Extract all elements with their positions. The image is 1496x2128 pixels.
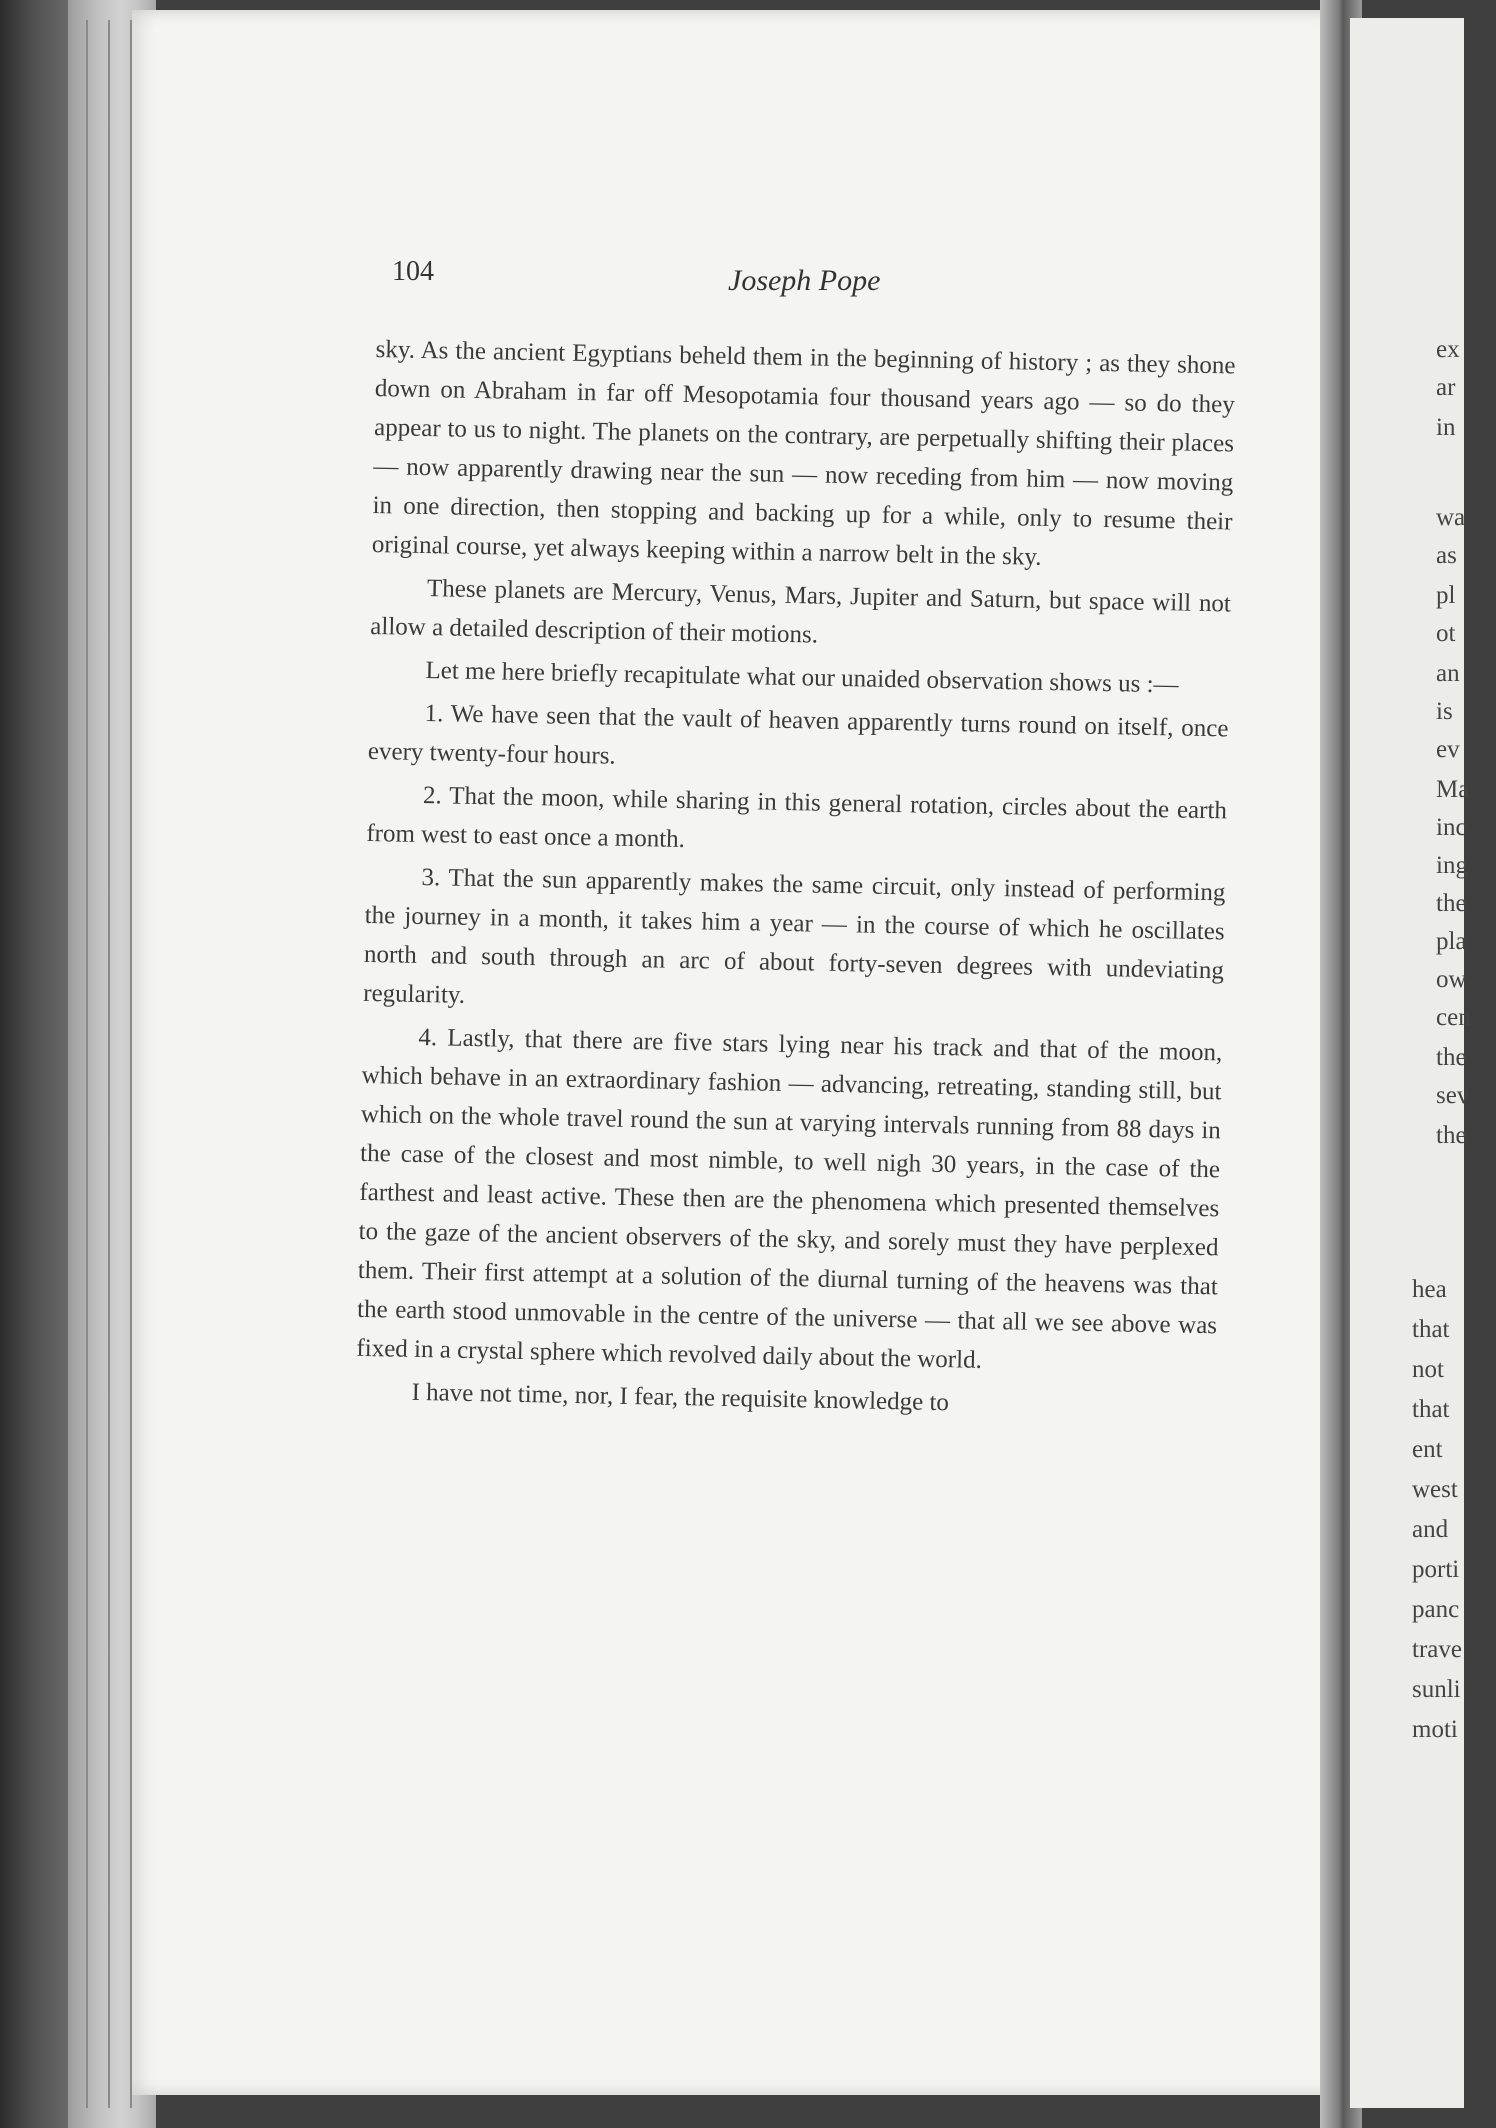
fragment: ex: [1436, 336, 1460, 363]
fragment: ing: [1436, 852, 1468, 879]
fragment: wa: [1436, 504, 1466, 531]
fragment: is: [1436, 698, 1453, 725]
fragment: ent: [1412, 1436, 1443, 1463]
fragment: west: [1412, 1476, 1458, 1503]
fragment: trave: [1412, 1636, 1462, 1663]
fragment: porti: [1412, 1556, 1460, 1583]
fragment: pl: [1436, 582, 1456, 609]
paragraph: Let me here briefly recapitulate what our unaided observation shows us :—: [425, 657, 1179, 699]
fragment: sunli: [1412, 1676, 1461, 1703]
running-title: Joseph Pope: [728, 264, 881, 297]
fragment: inc: [1436, 814, 1467, 841]
fragment: the: [1436, 1122, 1467, 1149]
fragment: pla: [1436, 928, 1467, 955]
body-text: [355, 330, 1236, 1431]
fragment: ar: [1436, 374, 1456, 401]
fragment: the: [1436, 1044, 1467, 1071]
paragraph: I have not time, nor, I fear, the requisite knowledge to: [411, 1378, 950, 1417]
fragment: that: [1412, 1396, 1450, 1423]
fragment: sev: [1436, 1082, 1470, 1109]
fragment: ot: [1436, 620, 1456, 647]
fragment: the: [1436, 890, 1467, 917]
page-number: 104: [392, 256, 434, 287]
numbered-paragraph: 2. That the moon, while sharing in this general rotation, circles about the earth from west to east once a month.: [366, 781, 1228, 854]
fragment: moti: [1412, 1716, 1458, 1743]
paragraph: sky. As the ancient Egyptians beheld them in the beginning of history ; as they shone down on Abraham in far off Mesopotamia four thousand years ago — so do they appear to us to night. The planets on the contrary, are perpetually shifting their places — now apparently drawing near the sun — now receding from him — now moving in one direction, then stopping and backing up for a while, only to resume their original course, yet always keeping within a narrow belt in the sky.: [371, 335, 1236, 571]
fragment: as: [1436, 542, 1457, 569]
fragment: and: [1412, 1516, 1449, 1543]
numbered-paragraph: 1. We have seen that the vault of heaven apparently turns round on itself, once every twenty-four hours.: [367, 700, 1229, 770]
fragment: ev: [1436, 736, 1460, 763]
fragment: that: [1412, 1316, 1450, 1343]
paragraph: These planets are Mercury, Venus, Mars, Jupiter and Saturn, but space will not allow a detailed description of their motions.: [370, 575, 1232, 649]
book-spine: [0, 0, 72, 2128]
numbered-paragraph: 3. That the sun apparently makes the same circuit, only instead of performing the journey in a month, it takes him a year — in the course of which he oscillates north and south through an arc of about forty-seven degrees with undeviating regularity.: [363, 863, 1226, 1009]
numbered-paragraph: 4. Lastly, that there are five stars lying near his track and that of the moon, which behave in an extraordinary fashion — advancing, retreating, standing still, but which on the whole travel round the sun at varying intervals running from 88 days in the case of the closest and most nimble, to well nigh 30 years, in the case of the farthest and least active. These then are the phenomena which presented themselves to the gaze of the ancient observers of the sky, and sorely must they have perplexed them. Their first attempt at a solution of the diurnal turning of the heavens was that the earth stood unmovable in the centre of the universe — that all we see above was fixed in a crystal sphere which revolved daily about the world.: [356, 1023, 1223, 1374]
fragment: panc: [1412, 1596, 1460, 1623]
fragment: ow: [1436, 966, 1467, 993]
fragment: cen: [1436, 1004, 1471, 1031]
fragment: in: [1436, 414, 1456, 441]
fragment: an: [1436, 660, 1460, 687]
fragment: Ma: [1436, 776, 1470, 803]
fragment: not: [1412, 1356, 1444, 1383]
fragment: hea: [1412, 1276, 1447, 1303]
